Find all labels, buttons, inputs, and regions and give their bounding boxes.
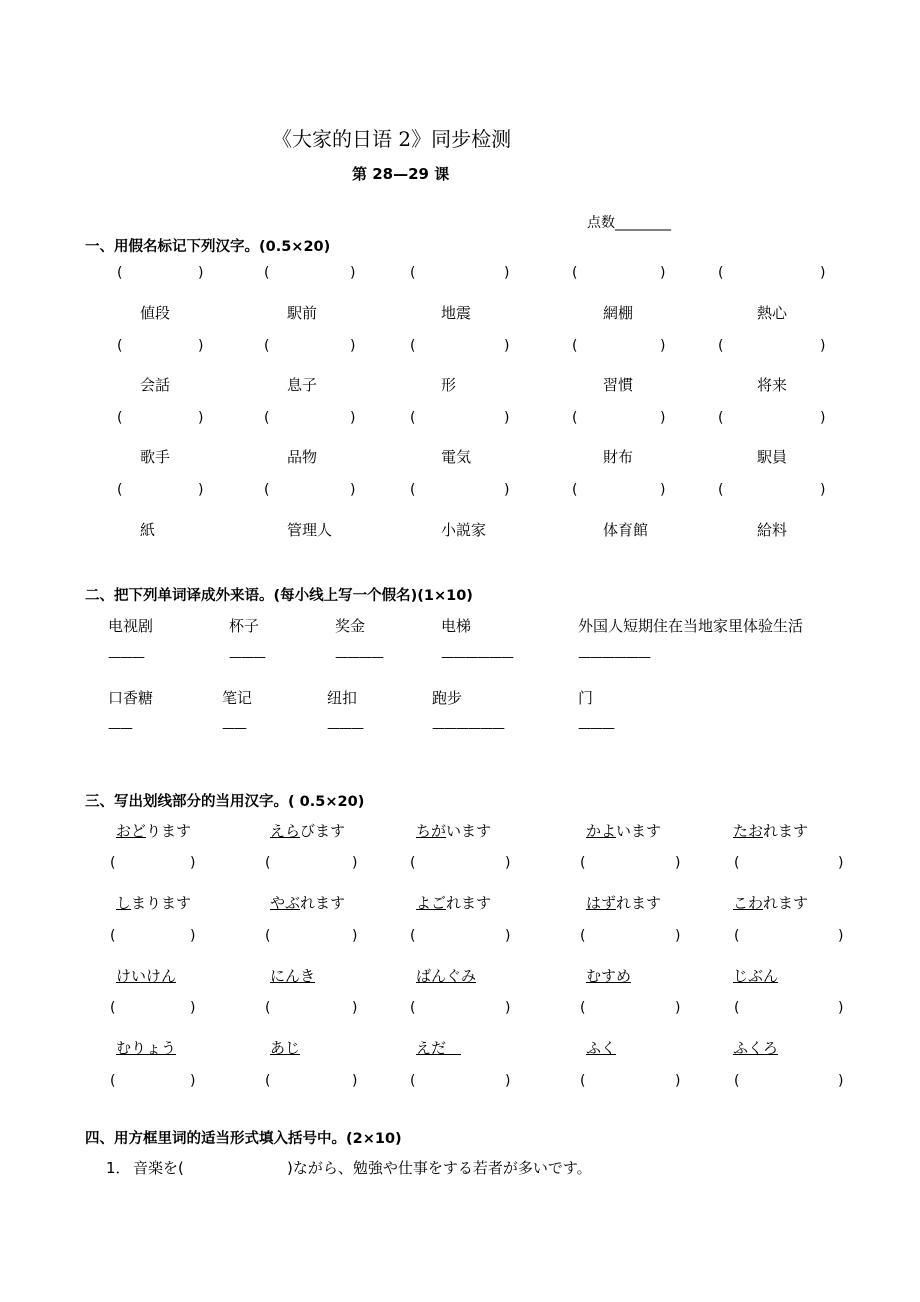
section4-heading: 四、用方框里词的适当形式填入括号中。(2×10) <box>85 1131 402 1147</box>
answer-paren-close[interactable]: ) <box>838 928 844 944</box>
word-rest: まります <box>131 894 192 912</box>
answer-paren-close[interactable]: ) <box>350 338 356 354</box>
answer-paren-open[interactable]: ( <box>572 338 578 354</box>
vocab-word: 奖金 <box>335 617 366 635</box>
answer-paren-close[interactable]: ) <box>660 265 666 281</box>
underlined-part: けいけん <box>116 967 177 985</box>
answer-paren-close[interactable]: ) <box>675 855 681 871</box>
word-rest: います <box>446 822 492 840</box>
kanji-word: 管理人 <box>287 521 333 539</box>
underlined-word <box>586 820 661 841</box>
underlined-word <box>270 892 345 913</box>
word-rest: れます <box>616 894 662 912</box>
vocab-word: 门 <box>578 689 594 707</box>
answer-paren-close[interactable]: ) <box>505 855 511 871</box>
answer-paren-open[interactable]: ( <box>410 482 416 498</box>
answer-blank[interactable]: —— <box>222 721 246 736</box>
answer-paren-close[interactable]: ) <box>820 338 826 354</box>
word-rest: ります <box>146 822 192 840</box>
answer-paren-open[interactable]: ( <box>410 855 416 871</box>
answer-paren-open[interactable]: ( <box>265 1073 271 1089</box>
underlined-part: し <box>116 894 132 912</box>
word-rest: れます <box>446 894 492 912</box>
answer-paren-open[interactable]: ( <box>117 482 123 498</box>
kanji-word: 品物 <box>287 448 318 466</box>
answer-paren-close[interactable]: ) <box>352 1000 358 1016</box>
answer-paren-close[interactable]: ) <box>660 482 666 498</box>
section2-heading: 二、把下列单词译成外来语。(每小线上写一个假名)(1×10) <box>85 588 473 604</box>
vocab-word: 笔记 <box>222 689 253 707</box>
kanji-word: 網棚 <box>603 304 634 322</box>
answer-paren-open[interactable]: ( <box>410 265 416 281</box>
answer-paren-open[interactable]: ( <box>410 1000 416 1016</box>
answer-blank[interactable]: ——— <box>108 650 144 665</box>
answer-paren-open[interactable]: ( <box>265 1000 271 1016</box>
underlined-part: あじ <box>270 1039 301 1057</box>
kanji-word: 形 <box>441 376 457 394</box>
answer-paren-open[interactable]: ( <box>580 928 586 944</box>
answer-paren-close[interactable]: ) <box>838 1000 844 1016</box>
underlined-word <box>733 820 808 841</box>
underlined-word <box>733 965 778 986</box>
underlined-word <box>270 965 315 986</box>
answer-paren-open[interactable]: ( <box>264 410 270 426</box>
underlined-part: にんき <box>270 967 316 985</box>
kanji-word: 体育館 <box>603 521 649 539</box>
underlined-word <box>416 820 491 841</box>
answer-blank[interactable]: —————— <box>441 650 513 665</box>
vocab-word: 纽扣 <box>327 689 358 707</box>
section3-heading: 三、写出划线部分的当用汉字。( 0.5×20) <box>85 794 365 810</box>
kanji-word: 熱心 <box>757 304 788 322</box>
underlined-word <box>733 1037 778 1058</box>
kanji-word: 歌手 <box>140 448 171 466</box>
underlined-word <box>416 892 491 913</box>
answer-paren-close[interactable]: ) <box>504 482 510 498</box>
answer-blank[interactable]: ——— <box>229 650 265 665</box>
question-1-number: 1． <box>106 1159 131 1177</box>
kanji-word: 会話 <box>140 376 171 394</box>
kanji-word: 習慣 <box>603 376 634 394</box>
underlined-part: ふくろ <box>733 1039 779 1057</box>
answer-paren-close[interactable]: ) <box>352 928 358 944</box>
vocab-word: 跑步 <box>432 689 463 707</box>
answer-paren-open[interactable]: ( <box>580 1000 586 1016</box>
underlined-word <box>586 965 631 986</box>
answer-paren-open[interactable]: ( <box>580 1073 586 1089</box>
kanji-word: 将来 <box>757 376 788 394</box>
answer-paren-open[interactable]: ( <box>572 410 578 426</box>
page-title: 《大家的日语 2》同步检测 <box>272 127 512 151</box>
answer-paren-close[interactable]: ) <box>660 338 666 354</box>
answer-paren-close[interactable]: ) <box>198 410 204 426</box>
underlined-part: はず <box>586 894 617 912</box>
word-rest: います <box>616 822 662 840</box>
question-1-prefix: 音楽を( <box>133 1159 184 1177</box>
answer-paren-close[interactable]: ) <box>675 1073 681 1089</box>
answer-paren-close[interactable]: ) <box>198 338 204 354</box>
underlined-word <box>586 892 661 913</box>
answer-paren-open[interactable]: ( <box>734 928 740 944</box>
underlined-word <box>270 820 345 841</box>
answer-paren-close[interactable]: ) <box>820 265 826 281</box>
underlined-word <box>116 1037 176 1058</box>
answer-paren-open[interactable]: ( <box>410 928 416 944</box>
underlined-part: やぶ <box>270 894 301 912</box>
kanji-word: 地震 <box>441 304 472 322</box>
answer-paren-open[interactable]: ( <box>718 482 724 498</box>
score-field[interactable]: 点数________ <box>587 215 671 231</box>
answer-blank[interactable]: —— <box>108 721 132 736</box>
underlined-word <box>586 1037 616 1058</box>
underlined-part: おど <box>116 822 147 840</box>
kanji-word: 紙 <box>140 521 156 539</box>
answer-blank[interactable]: —————— <box>432 721 504 736</box>
answer-paren-open[interactable]: ( <box>110 855 116 871</box>
answer-paren-close[interactable]: ) <box>660 410 666 426</box>
word-rest: れます <box>763 822 809 840</box>
underlined-word <box>416 1037 461 1058</box>
answer-paren-open[interactable]: ( <box>117 410 123 426</box>
answer-paren-open[interactable]: ( <box>572 265 578 281</box>
answer-paren-open[interactable]: ( <box>734 1073 740 1089</box>
word-rest: れます <box>763 894 809 912</box>
vocab-word: 电视剧 <box>108 617 154 635</box>
answer-paren-open[interactable]: ( <box>117 338 123 354</box>
answer-paren-close[interactable]: ) <box>820 482 826 498</box>
underlined-word <box>416 965 476 986</box>
answer-paren-open[interactable]: ( <box>110 928 116 944</box>
answer-paren-open[interactable]: ( <box>718 410 724 426</box>
answer-paren-close[interactable]: ) <box>190 855 196 871</box>
answer-paren-close[interactable]: ) <box>190 1000 196 1016</box>
answer-paren-close[interactable]: ) <box>190 928 196 944</box>
answer-paren-close[interactable]: ) <box>198 265 204 281</box>
answer-paren-open[interactable]: ( <box>410 1073 416 1089</box>
answer-paren-open[interactable]: ( <box>718 265 724 281</box>
answer-paren-close[interactable]: ) <box>838 1073 844 1089</box>
answer-paren-open[interactable]: ( <box>718 338 724 354</box>
answer-paren-open[interactable]: ( <box>264 338 270 354</box>
section1-heading: 一、用假名标记下列汉字。(0.5×20) <box>85 239 331 255</box>
answer-paren-close[interactable]: ) <box>505 1073 511 1089</box>
answer-blank[interactable]: ——— <box>327 721 363 736</box>
underlined-part: えら <box>270 822 301 840</box>
answer-paren-close[interactable]: ) <box>675 928 681 944</box>
answer-paren-open[interactable]: ( <box>580 855 586 871</box>
answer-paren-close[interactable]: ) <box>350 482 356 498</box>
kanji-word: 小説家 <box>441 521 487 539</box>
vocab-word: 杯子 <box>229 617 260 635</box>
answer-paren-close[interactable]: ) <box>838 855 844 871</box>
underlined-part: こわ <box>733 894 764 912</box>
answer-paren-open[interactable]: ( <box>110 1073 116 1089</box>
answer-paren-close[interactable]: ) <box>504 410 510 426</box>
kanji-word: 財布 <box>603 448 634 466</box>
answer-paren-open[interactable]: ( <box>264 265 270 281</box>
underlined-word <box>270 1037 300 1058</box>
underlined-part: かよ <box>586 822 617 840</box>
vocab-word: 口香糖 <box>108 689 154 707</box>
answer-paren-close[interactable]: ) <box>504 338 510 354</box>
underlined-part: ばんぐみ <box>416 967 477 985</box>
word-rest: れます <box>300 894 346 912</box>
kanji-word: 給料 <box>757 521 788 539</box>
answer-paren-close[interactable]: ) <box>820 410 826 426</box>
answer-paren-close[interactable]: ) <box>505 928 511 944</box>
answer-paren-open[interactable]: ( <box>265 928 271 944</box>
answer-paren-open[interactable]: ( <box>410 338 416 354</box>
answer-paren-close[interactable]: ) <box>198 482 204 498</box>
answer-blank[interactable]: ———— <box>335 650 383 665</box>
answer-paren-close[interactable]: ) <box>350 410 356 426</box>
kanji-word: 電気 <box>441 448 472 466</box>
answer-blank[interactable]: ——— <box>578 721 614 736</box>
underlined-part: ふく <box>586 1039 617 1057</box>
underlined-part: じぶん <box>733 967 779 985</box>
answer-paren-close[interactable]: ) <box>190 1073 196 1089</box>
underlined-word <box>116 892 191 913</box>
underlined-part: むりょう <box>116 1039 177 1057</box>
underlined-word <box>116 965 176 986</box>
word-rest: びます <box>300 822 346 840</box>
lesson-subtitle: 第 28—29 课 <box>352 165 450 183</box>
answer-paren-open[interactable]: ( <box>110 1000 116 1016</box>
kanji-word: 駅前 <box>287 304 318 322</box>
underlined-part: むすめ <box>586 967 632 985</box>
answer-paren-open[interactable]: ( <box>734 855 740 871</box>
answer-paren-open[interactable]: ( <box>734 1000 740 1016</box>
answer-paren-open[interactable]: ( <box>117 265 123 281</box>
answer-paren-open[interactable]: ( <box>410 410 416 426</box>
vocab-word: 电梯 <box>441 617 472 635</box>
answer-paren-open[interactable]: ( <box>572 482 578 498</box>
underlined-part: えだ <box>416 1039 462 1057</box>
question-1-suffix: )ながら、勉強や仕事をする若者が多いです。 <box>287 1159 592 1177</box>
kanji-word: 値段 <box>140 304 171 322</box>
answer-paren-close[interactable]: ) <box>352 855 358 871</box>
answer-paren-close[interactable]: ) <box>352 1073 358 1089</box>
underlined-part: ちが <box>416 822 447 840</box>
underlined-part: よご <box>416 894 447 912</box>
vocab-word: 外国人短期住在当地家里体验生活 <box>578 617 804 635</box>
answer-paren-close[interactable]: ) <box>504 265 510 281</box>
kanji-word: 駅員 <box>757 448 788 466</box>
underlined-word <box>116 820 191 841</box>
answer-paren-close[interactable]: ) <box>350 265 356 281</box>
underlined-word <box>733 892 808 913</box>
kanji-word: 息子 <box>287 376 318 394</box>
answer-blank[interactable]: —————— <box>578 650 650 665</box>
answer-paren-close[interactable]: ) <box>505 1000 511 1016</box>
answer-paren-open[interactable]: ( <box>264 482 270 498</box>
underlined-part: たお <box>733 822 764 840</box>
answer-paren-open[interactable]: ( <box>265 855 271 871</box>
answer-paren-close[interactable]: ) <box>675 1000 681 1016</box>
